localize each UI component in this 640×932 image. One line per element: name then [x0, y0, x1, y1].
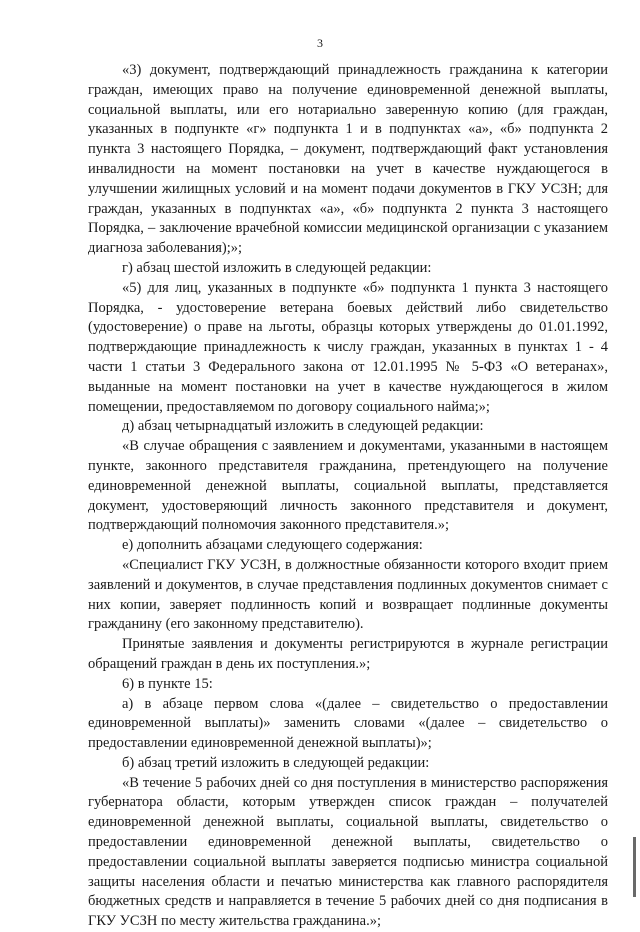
- paragraph-d-amendment-intro: д) абзац четырнадцатый изложить в следующей редакции:: [122, 418, 484, 435]
- page-number: 3: [317, 36, 323, 50]
- paragraph-legal-representative: «В случае обращения с заявлением и документами, указанными в настоящем пункте, законного представителя гражданина, претендующего на получение единовременной денежной выплаты, социальной выплаты, представляется документ, удостоверяющий личность законного представителя и документ, подтверждающий полномочия законного представителя.»;: [88, 438, 608, 534]
- paragraph-point-15-intro: 6) в пункте 15:: [122, 675, 213, 692]
- paragraph-certificate-procedure: «В течение 5 рабочих дней со дня поступления в министерство распоряжения губернатора области, которым утвержден список граждан – получателей единовременной денежной выплаты, социальной выплаты, свидетельство о предоставлении единовременной денежной выплаты, свидетельство о предоставлении социальной выплаты заверяется подписью министра социальной защиты населения области и печатью министерства как главного распорядителя бюджетных средств и направляется в течение 5 рабочих дней со дня подписания в ГКУ УСЗН по месту жительства гражданина.»;: [88, 774, 608, 930]
- scan-edge-mark: [633, 837, 636, 897]
- paragraph-b-amendment-intro: б) абзац третий изложить в следующей редакции:: [122, 754, 430, 771]
- paragraph-e-amendment-intro: е) дополнить абзацами следующего содержания:: [122, 537, 423, 554]
- paragraph-a-replace-words: а) в абзаце первом слова «(далее – свидетельство о предоставлении единовременной выплаты)» заменить словами «(далее – свидетельство о предоставлении единовременной денежной выплаты)»;: [88, 695, 608, 752]
- paragraph-registration: Принятые заявления и документы регистрируются в журнале регистрации обращений граждан в день их поступления.»;: [88, 636, 608, 672]
- document-body: [88, 61, 608, 932]
- paragraph-specialist-copies: «Специалист ГКУ УСЗН, в должностные обязанности которого входит прием заявлений и документов, в случае представления подлинных документов снимает с них копии, заверяет подлинность копий и возвращает подлинные документы гражданину (его законному представителю).: [88, 556, 608, 633]
- paragraph-item-3-documents: «3) документ, подтверждающий принадлежность гражданина к категории граждан, имеющих право на получение единовременной денежной выплаты, социальной выплаты, или его нотариально заверенную копию (для граждан, указанных в подпункте «г» подпункта 1 и в подпунктах «а», «б» подпункта 2 пункта 3 настоящего Порядка, – документ, подтверждающий факт установления инвалидности на момент постановки на учет в качестве нуждающегося в улучшении жилищных условий и на момент подачи документов в ГКУ УСЗН; для граждан, указанных в подпунктах «а», «б» подпункта 2 пункта 3 настоящего Порядка, – заключение врачебной комиссии медицинской организации с указанием диагноза заболевания);»;: [88, 62, 608, 257]
- paragraph-g-amendment-intro: г) абзац шестой изложить в следующей редакции:: [122, 259, 432, 276]
- paragraph-item-5-veterans: «5) для лиц, указанных в подпункте «б» подпункта 1 пункта 3 настоящего Порядка, - удостоверение ветерана боевых действий либо свидетельство (удостоверение) о праве на льготы, образцы которых утверждены до 01.01.1992, подтверждающие принадлежность к числу граждан, указанных в пунктах 1 - 4 части 1 статьи 3 Федерального закона от 12.01.1995 № 5-ФЗ «О ветеранах», выданные на момент постановки на учет в качестве нуждающегося в жилом помещении, предоставляемом по договору социального найма;»;: [88, 279, 608, 415]
